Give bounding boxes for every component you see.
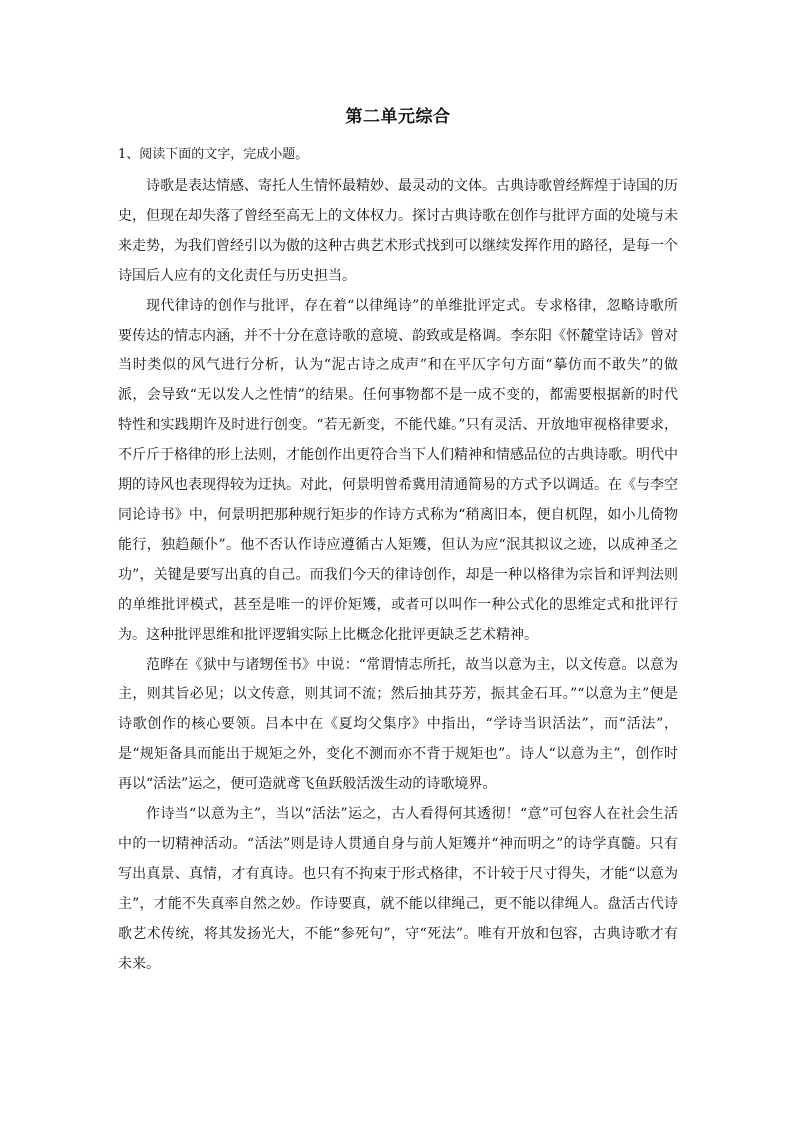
paragraph-4: 作诗当“以意为主”，当以“活法”运之，古人看得何其透彻！“意”可包容人在社会生活中的一切精神活动。“活法”则是诗人贯通自身与前人矩矱并“神而明之”的诗学真髓。只有写出真景、真情，才有真诗。也只有不拘束于形式格律，不计较于尺寸得失，才能“以意为主”，才能不失真率自然之妙。作诗要真，就不能以律绳己，更不能以律绳人。盘活古代诗歌艺术传统，将其发扬光大，不能“参死句”，守“死法”。唯有开放和包容，古典诗歌才有未来。	[118, 806, 678, 972]
paragraph-2: 现代律诗的创作与批评，存在着“以律绳诗”的单维批评定式。专求格律，忽略诗歌所要传达的情志内涵，并不十分在意诗歌的意境、韵致或是格调。李东阳《怀麓堂诗话》曾对当时类似的风气进行分析，认为“泥古诗之成声”和在平仄字句方面“摹仿而不敢失”的做派，会导致“无以发人之性情”的结果。任何事物都不是一成不变的，都需要根据新的时代特性和实践期许及时进行创变。“若无新变，不能代雄。”只有灵活、开放地审视格律要求，不斤斤于格律的形上法则，才能创作出更符合当下人们精神和情感品位的古典诗歌。明代中期的诗风也表现得较为迂执。对此，何景明曾希冀用清通简易的方式予以调适。在《与李空同论诗书》中，何景明把那种规行矩步的作诗方式称为“稍离旧本，便自杌陧，如小儿倚物能行，独趋颠仆”。他不否认作诗应遵循古人矩矱，但认为应“泯其拟议之迹，以成神圣之功”，关键是要写出真的自己。而我们今天的律诗创作，却是一种以格律为宗旨和评判法则的单维批评模式，甚至是唯一的评价矩矱，或者可以叫作一种公式化的思维定式和批评行为。这种批评思维和批评逻辑实际上比概念化批评更缺乏艺术精神。	[118, 297, 678, 643]
document-page	[118, 0, 678, 1123]
question-prompt: 1、阅读下面的文字，完成小题。	[118, 147, 309, 162]
article-body	[118, 172, 678, 979]
paragraph-3: 范晔在《狱中与诸甥侄书》中说：“常谓情志所托，故当以意为主，以文传意。以意为主，则其旨必见；以文传意，则其词不流；然后抽其芬芳，振其金石耳。”“以意为主”便是诗歌创作的核心要领。吕本中在《夏均父集序》中指出，“学诗当识活法”，而“活法”，是“规矩备具而能出于规矩之外，变化不测而亦不背于规矩也”。诗人“以意为主”，创作时再以“活法”运之，便可造就鸢飞鱼跃般活泼生动的诗歌境界。	[118, 656, 678, 793]
page-title: 第二单元综合	[345, 107, 451, 127]
paragraph-1: 诗歌是表达情感、寄托人生情怀最精妙、最灵动的文体。古典诗歌曾经辉煌于诗国的历史，但现在却失落了曾经至高无上的文体权力。探讨古典诗歌在创作与批评方面的处境与未来走势，为我们曾经引以为傲的这种古典艺术形式找到可以继续发挥作用的路径，是每一个诗国后人应有的文化责任与历史担当。	[118, 178, 678, 284]
